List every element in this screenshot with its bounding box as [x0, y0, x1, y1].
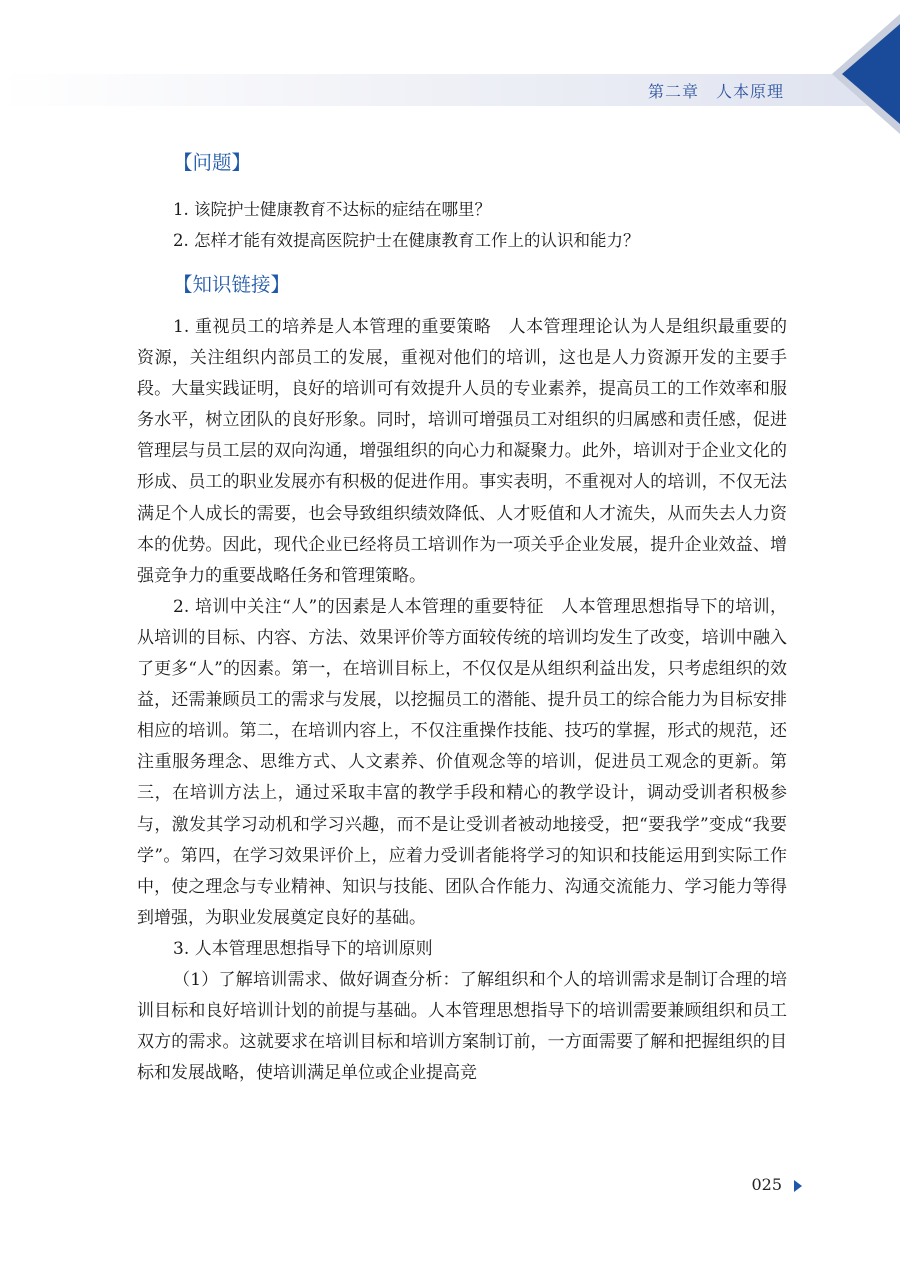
questions-heading: 【问题】: [173, 151, 252, 174]
next-arrow-icon: [794, 1180, 802, 1192]
knowledge-body: [137, 312, 787, 1089]
questions-list: [137, 194, 787, 256]
chapter-title: 第二章 人本原理: [647, 82, 784, 101]
corner-decoration: [780, 0, 900, 140]
page-content: [137, 148, 787, 1089]
paragraph: 2. 培训中关注“人”的因素是人本管理的重要特征 人本管理思想指导下的培训，从培训的目标、内容、方法、效果评价等方面较传统的培训均发生了改变，培训中融入了更多“人”的因素。第一，在培训目标上，不仅仅是从组织利益出发，只考虑组织的效益，还需兼顾员工的需求与发展，以挖掘员工的潜能、提升员工的综合能力为目标安排相应的培训。第二，在培训内容上，不仅注重操作技能、技巧的掌握，形式的规范，还注重服务理念、思维方式、人文素养、价值观念等的培训，促进员工观念的更新。第三，在培训方法上，通过采取丰富的教学手段和精心的教学设计，调动受训者积极参与，激发其学习动机和学习兴趣，而不是让受训者被动地接受，把“要我学”变成“我要学”。第四，在学习效果评价上，应着力受训者能将学习的知识和技能运用到实际工作中，使之理念与专业精神、知识与技能、团队合作能力、沟通交流能力、学习能力等得到增强，为职业发展奠定良好的基础。: [137, 596, 787, 928]
page-number: 025: [751, 1175, 782, 1194]
question-item: 1. 该院护士健康教育不达标的症结在哪里？: [173, 200, 491, 219]
question-item: 2. 怎样才能有效提高医院护士在健康教育工作上的认识和能力？: [173, 231, 640, 250]
knowledge-heading: 【知识链接】: [173, 273, 291, 296]
paragraph: （1）了解培训需求、做好调查分析：了解组织和个人的培训需求是制订合理的培训目标和良好培训计划的前提与基础。人本管理思想指导下的培训需要兼顾组织和员工双方的需求。这就要求在培训目标和培训方案制订前，一方面需要了解和把握组织的目标和发展战略，使培训满足单位或企业提高竞: [137, 969, 787, 1084]
paragraph: 1. 重视员工的培养是人本管理的重要策略 人本管理理论认为人是组织最重要的资源，关注组织内部员工的发展，重视对他们的培训，这也是人力资源开发的主要手段。大量实践证明，良好的培训可有效提升人员的专业素养，提高员工的工作效率和服务水平，树立团队的良好形象。同时，培训可增强员工对组织的归属感和责任感，促进管理层与员工层的双向沟通，增强组织的向心力和凝聚力。此外，培训对于企业文化的形成、员工的职业发展亦有积极的促进作用。事实表明，不重视对人的培训，不仅无法满足个人成长的需要，也会导致组织绩效降低、人才贬值和人才流失，从而失去人力资本的优势。因此，现代企业已经将员工培训作为一项关乎企业发展，提升企业效益、增强竞争力的重要战略任务和管理策略。: [137, 317, 787, 586]
paragraph: 3. 人本管理思想指导下的培训原则: [173, 938, 433, 959]
